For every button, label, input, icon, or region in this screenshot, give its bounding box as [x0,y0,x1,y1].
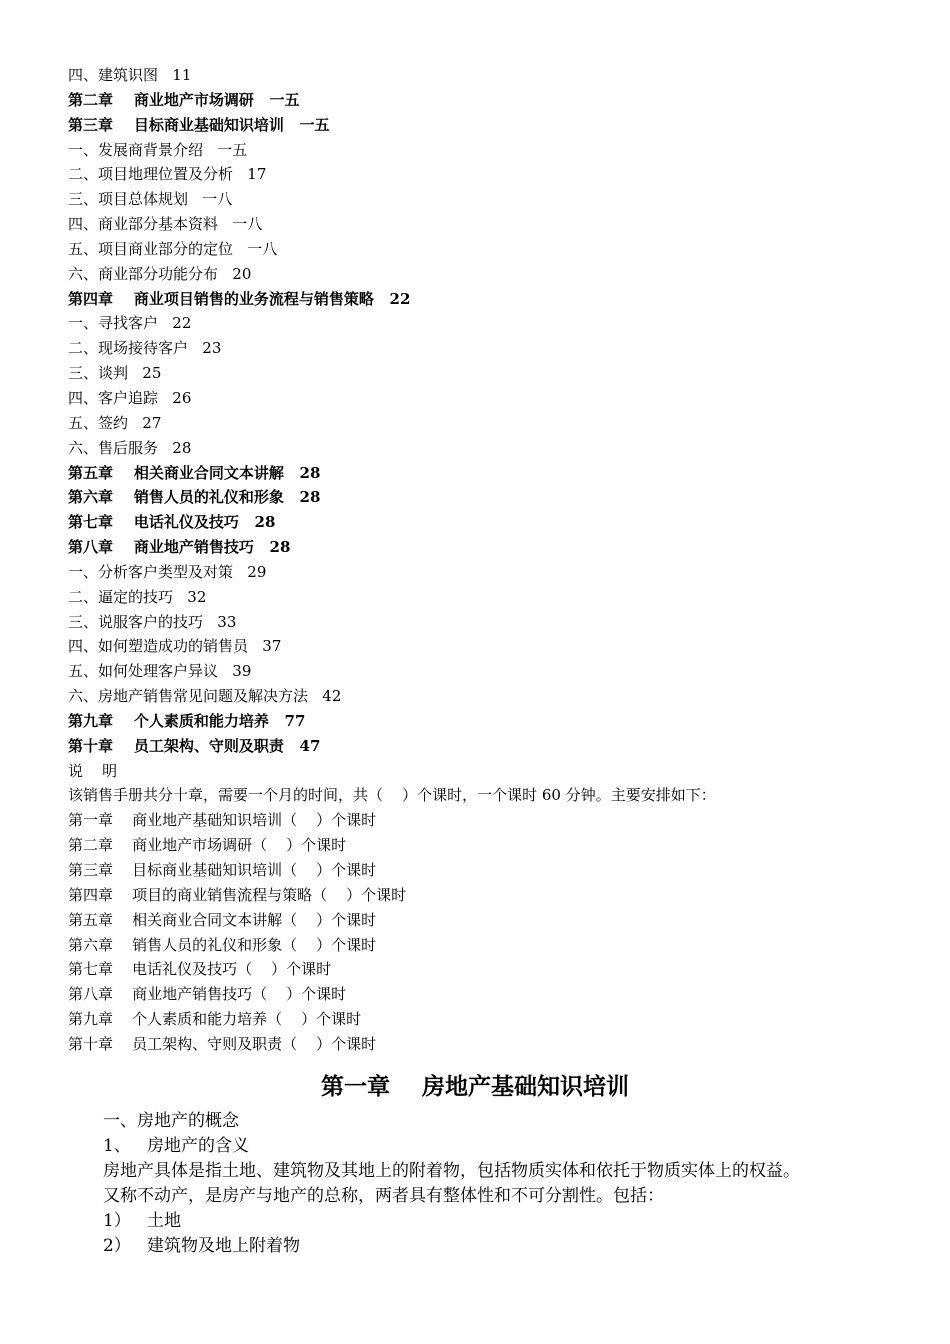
section-heading: 一、房地产的概念 [103,1111,239,1131]
schedule-line: 第一章 商业地产基础知识培训（ ）个课时 [68,811,377,830]
schedule-line: 第八章 商业地产销售技巧（ ）个课时 [68,985,347,1004]
toc-line: 五、签约 27 [68,413,162,432]
paragraph-line: 又称不动产，是房产与地产的总称，两者具有整体性和不可分割性。包括： [103,1186,664,1206]
toc-line: 五、如何处理客户异议 39 [68,662,252,681]
toc-line: 四、如何塑造成功的销售员 37 [68,637,282,656]
toc-line: 第二章 商业地产市场调研 一五 [68,90,300,109]
schedule-line: 第七章 电话礼仪及技巧（ ）个课时 [68,960,332,979]
subsection-heading: 1、 房地产的含义 [103,1136,250,1156]
schedule-line: 第十章 员工架构、守则及职责（ ）个课时 [68,1034,377,1053]
toc-line: 三、项目总体规划 一八 [68,190,233,209]
schedule-line: 第四章 项目的商业销售流程与策略（ ）个课时 [68,885,407,904]
toc-line: 第九章 个人素质和能力培养 77 [68,711,306,730]
schedule-line: 第五章 相关商业合同文本讲解（ ）个课时 [68,910,377,929]
toc-line: 一、寻找客户 22 [68,314,192,333]
toc-line: 第十章 员工架构、守则及职责 47 [68,736,321,755]
toc-line: 第三章 目标商业基础知识培训 一五 [68,115,330,134]
table-of-contents [68,63,908,1057]
toc-line: 三、谈判 25 [68,364,162,383]
explanation-text: 该销售手册共分十章，需要一个月的时间，共（ ）个课时，一个课时 60 分钟。主要安排如下： [68,786,716,805]
toc-line: 第八章 商业地产销售技巧 28 [68,538,291,557]
chapter-body [103,1109,923,1259]
toc-line: 三、说服客户的技巧 33 [68,612,237,631]
schedule-line: 第九章 个人素质和能力培养（ ）个课时 [68,1010,362,1029]
toc-line: 第七章 电话礼仪及技巧 28 [68,513,276,532]
toc-line: 五、项目商业部分的定位 一八 [68,239,278,258]
toc-line: 四、建筑识图 11 [68,66,192,84]
toc-line: 四、客户追踪 26 [68,388,192,407]
toc-line: 一、分析客户类型及对策 29 [68,562,267,581]
explanation-heading: 说 明 [68,761,118,780]
toc-line: 四、商业部分基本资料 一八 [68,215,263,234]
toc-line: 六、房地产销售常见问题及解决方法 42 [68,687,342,706]
chapter-title: 第一章 房地产基础知识培训 [320,1073,630,1100]
toc-line: 第五章 相关商业合同文本讲解 28 [68,463,321,482]
list-item: 1） 土地 [103,1211,182,1231]
toc-line: 二、现场接待客户 23 [68,339,222,358]
toc-line: 一、发展商背景介绍 一五 [68,140,248,159]
schedule-line: 第三章 目标商业基础知识培训（ ）个课时 [68,861,377,879]
toc-line: 第四章 商业项目销售的业务流程与销售策略 22 [68,289,411,308]
toc-line: 第六章 销售人员的礼仪和形象 28 [68,488,321,507]
toc-line: 六、商业部分功能分布 20 [68,264,252,283]
list-item: 2） 建筑物及地上附着物 [103,1236,301,1256]
schedule-line: 第二章 商业地产市场调研（ ）个课时 [68,836,347,855]
paragraph-line: 房地产具体是指土地、建筑物及其地上的附着物，包括物质实体和依托于物质实体上的权益。 [103,1161,800,1181]
toc-line: 二、项目地理位置及分析 17 [68,165,267,184]
toc-line: 二、逼定的技巧 32 [68,587,207,606]
toc-line: 六、售后服务 28 [68,438,192,457]
schedule-line: 第六章 销售人员的礼仪和形象（ ）个课时 [68,935,377,954]
